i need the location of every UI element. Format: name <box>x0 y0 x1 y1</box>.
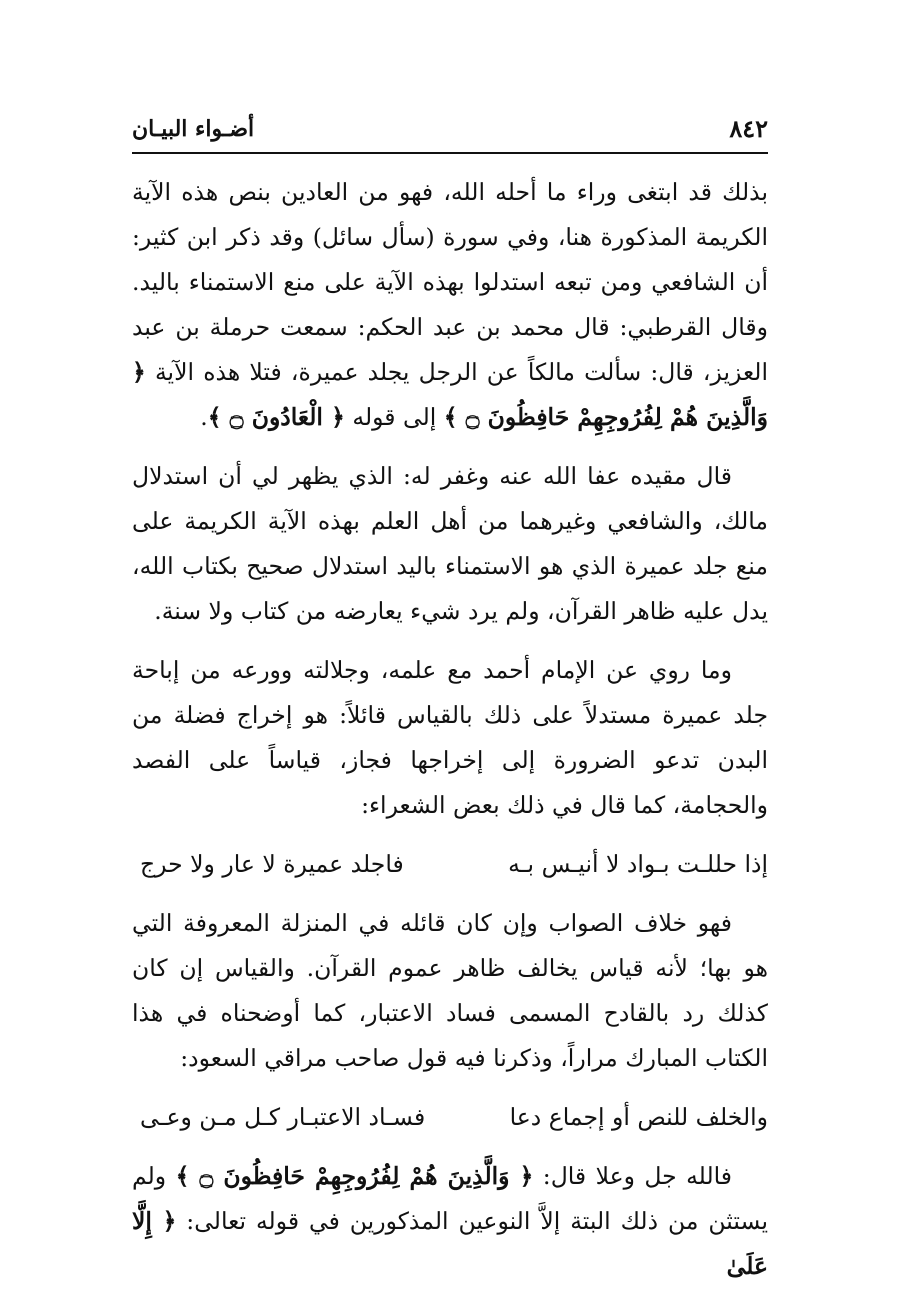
quran-verse: ﴿ إِلَّا عَلَىٰ <box>132 1207 768 1280</box>
verse-second-hemistich: فاجلد عميرة لا عار ولا حرج <box>140 850 404 878</box>
poetry-verse-1 <box>132 842 768 887</box>
paragraph-1 <box>132 170 768 440</box>
verse-first-hemistich: والخلف للنص أو إجماع دعا <box>509 1103 768 1131</box>
page-header <box>132 112 768 154</box>
poetry-verse-2 <box>132 1095 768 1140</box>
paragraph-5 <box>132 1154 768 1289</box>
paragraph-4 <box>132 901 768 1081</box>
book-title: أضـواء البيـان <box>132 116 255 142</box>
paragraph-text: ولم يستثن من ذلك البتة إلاَّ النوعين المذكورين في قوله تعالى: <box>132 1162 768 1235</box>
paragraph-3 <box>132 648 768 828</box>
paragraph-text: فهو خلاف الصواب وإن كان قائله في المنزلة المعروفة التي هو بها؛ لأنه قياس يخالف ظاهر عموم القرآن. والقياس إن كان كذلك رد بالقادح المسمى فساد الاعتبار، كما أوضحناه في هذا الكتاب المبارك مراراً، وذكرنا فيه قول صاحب مراقي السعود: <box>132 909 768 1072</box>
verse-first-hemistich: إذا حللـت بـواد لا أنيـس بـه <box>508 850 768 878</box>
page-body <box>132 170 768 1303</box>
paragraph-text: فالله جل وعلا قال: <box>533 1162 733 1190</box>
paragraph-2 <box>132 454 768 634</box>
quran-verse: ﴿ وَالَّذِينَ هُمْ لِفُرُوجِهِمْ حَافِظُونَ ۝ ﴾ <box>132 358 768 431</box>
paragraph-text: بذلك قد ابتغى وراء ما أحله الله، فهو من العادين بنص هذه الآية الكريمة المذكورة هنا، وفي سورة (سأل سائل) وقد ذكر ابن كثير: أن الشافعي ومن تبعه استدلوا بهذه الآية على منع الاستمناء باليد. وقال القرطبي: قال محمد بن عبد الحكم: سمعت حرملة بن عبد العزيز، قال: سألت مالكاً عن الرجل يجلد عميرة، فتلا هذه الآية <box>132 178 768 386</box>
quran-verse: ﴿ وَالَّذِينَ هُمْ لِفُرُوجِهِمْ حَافِظُونَ ۝ ﴾ <box>175 1162 534 1190</box>
paragraph-text: . <box>200 403 208 431</box>
verse-second-hemistich: فسـاد الاعتبـار كـل مـن وعـى <box>140 1103 426 1131</box>
paragraph-text: وما روي عن الإمام أحمد مع علمه، وجلالته وورعه من إباحة جلد عميرة مستدلاً على ذلك بالقياس قائلاً: هو إخراج فضلة من البدن تدعو الضرورة إلى إخراجها فجاز، قياساً على الفصد والحجامة، كما قال في ذلك بعض الشعراء: <box>132 656 768 819</box>
quran-verse: ﴿ الْعَادُونَ ۝ ﴾ <box>207 403 345 431</box>
paragraph-text: إلى قوله <box>344 403 444 431</box>
page-number: ٨٤٢ <box>729 114 768 143</box>
paragraph-text: قال مقيده عفا الله عنه وغفر له: الذي يظهر لي أن استدلال مالك، والشافعي وغيرهما من أهل العلم بهذه الآية الكريمة على منع جلد عميرة الذي هو الاستمناء باليد استدلال صحيح بكتاب الله، يدل عليه ظاهر القرآن، ولم يرد شيء يعارضه من كتاب ولا سنة. <box>132 462 768 625</box>
